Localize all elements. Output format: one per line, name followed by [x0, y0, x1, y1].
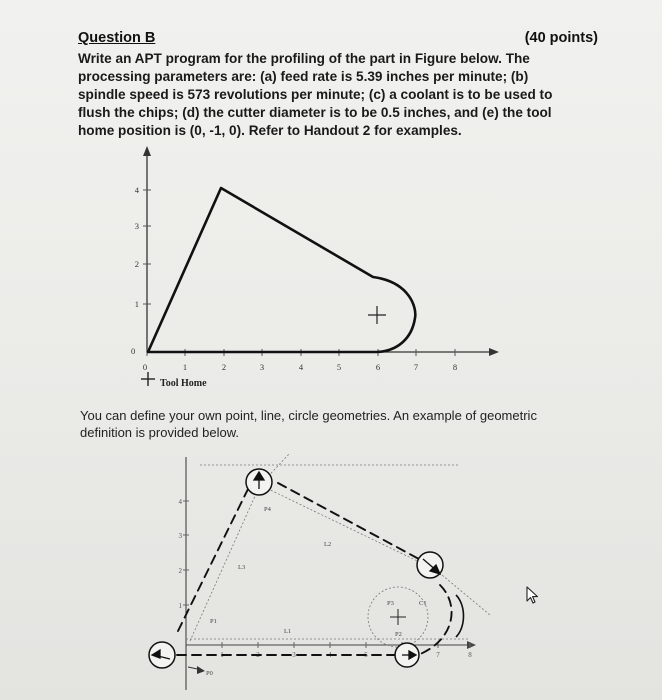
label-l3: L3 [238, 564, 246, 571]
label-l2: L2 [324, 541, 332, 548]
x-tick-label: 5 [336, 362, 342, 372]
x-tick-label: 3 [259, 362, 265, 372]
question-text: Write an APT program for the profiling of the part in Figure below. The processing parameters are: (a) feed rate is 5.39 inches per minute; (b) spindle speed is 573 revolutions per minute; (c) a coolant is to be used to flush the chips; (d) the cutter diameter is to be 0.5 inches, and (e) the tool home position is (0, -1, 0). Refer to Handout 2 for examples. [78, 51, 553, 138]
label-p0: P0 [206, 670, 213, 677]
label-p3: P3 [387, 600, 394, 607]
x-tick-label: 8 [452, 362, 458, 372]
x-tick-label: 6 [375, 362, 381, 372]
tool-home-label: Tool Home [160, 378, 207, 389]
tool-home-marker [140, 371, 156, 387]
label-p1: P1 [210, 618, 217, 625]
geometry-example-figure [140, 445, 500, 700]
mouse-cursor-icon [524, 585, 540, 605]
x-tick-label: 7 [413, 362, 419, 372]
x-tick-label: 0 [142, 362, 148, 372]
x-tick-label: 5 [364, 651, 368, 659]
y-tick-label: 1 [178, 602, 182, 610]
question-title: Question B [78, 30, 156, 46]
x-tick-label: 2 [221, 362, 227, 372]
svg-text:0: 0 [131, 346, 136, 356]
x-tick-label: 7 [436, 651, 440, 659]
y-tick-label: 4 [134, 185, 139, 195]
question-points: (40 points) [524, 30, 598, 46]
y-tick-label: 1 [134, 299, 139, 309]
label-p4: P4 [264, 506, 271, 513]
x-tick-label: 4 [298, 362, 304, 372]
y-tick-label: 4 [178, 498, 182, 506]
y-tick-label: 2 [178, 567, 182, 575]
question-header [78, 30, 598, 50]
x-tick-label: 2 [256, 651, 260, 659]
x-tick-label: 8 [468, 651, 472, 659]
x-tick-label: 3 [292, 651, 296, 659]
y-tick-label: 3 [134, 221, 139, 231]
label-c1: C1 [419, 600, 427, 607]
label-p2: P2 [395, 631, 402, 638]
part-outline [148, 188, 415, 352]
arc-center-marker [368, 306, 386, 324]
y-tick-label: 3 [178, 532, 182, 540]
part-profile-figure [115, 140, 515, 380]
geometry-note: You can define your own point, line, circle geometries. An example of geometric definition is provided below. [80, 408, 537, 440]
x-tick-label: 1 [182, 362, 188, 372]
x-tick-label: 1 [220, 651, 224, 659]
y-tick-label: 2 [134, 259, 139, 269]
x-tick-label: 4 [328, 651, 332, 659]
label-l1: L1 [284, 628, 292, 635]
